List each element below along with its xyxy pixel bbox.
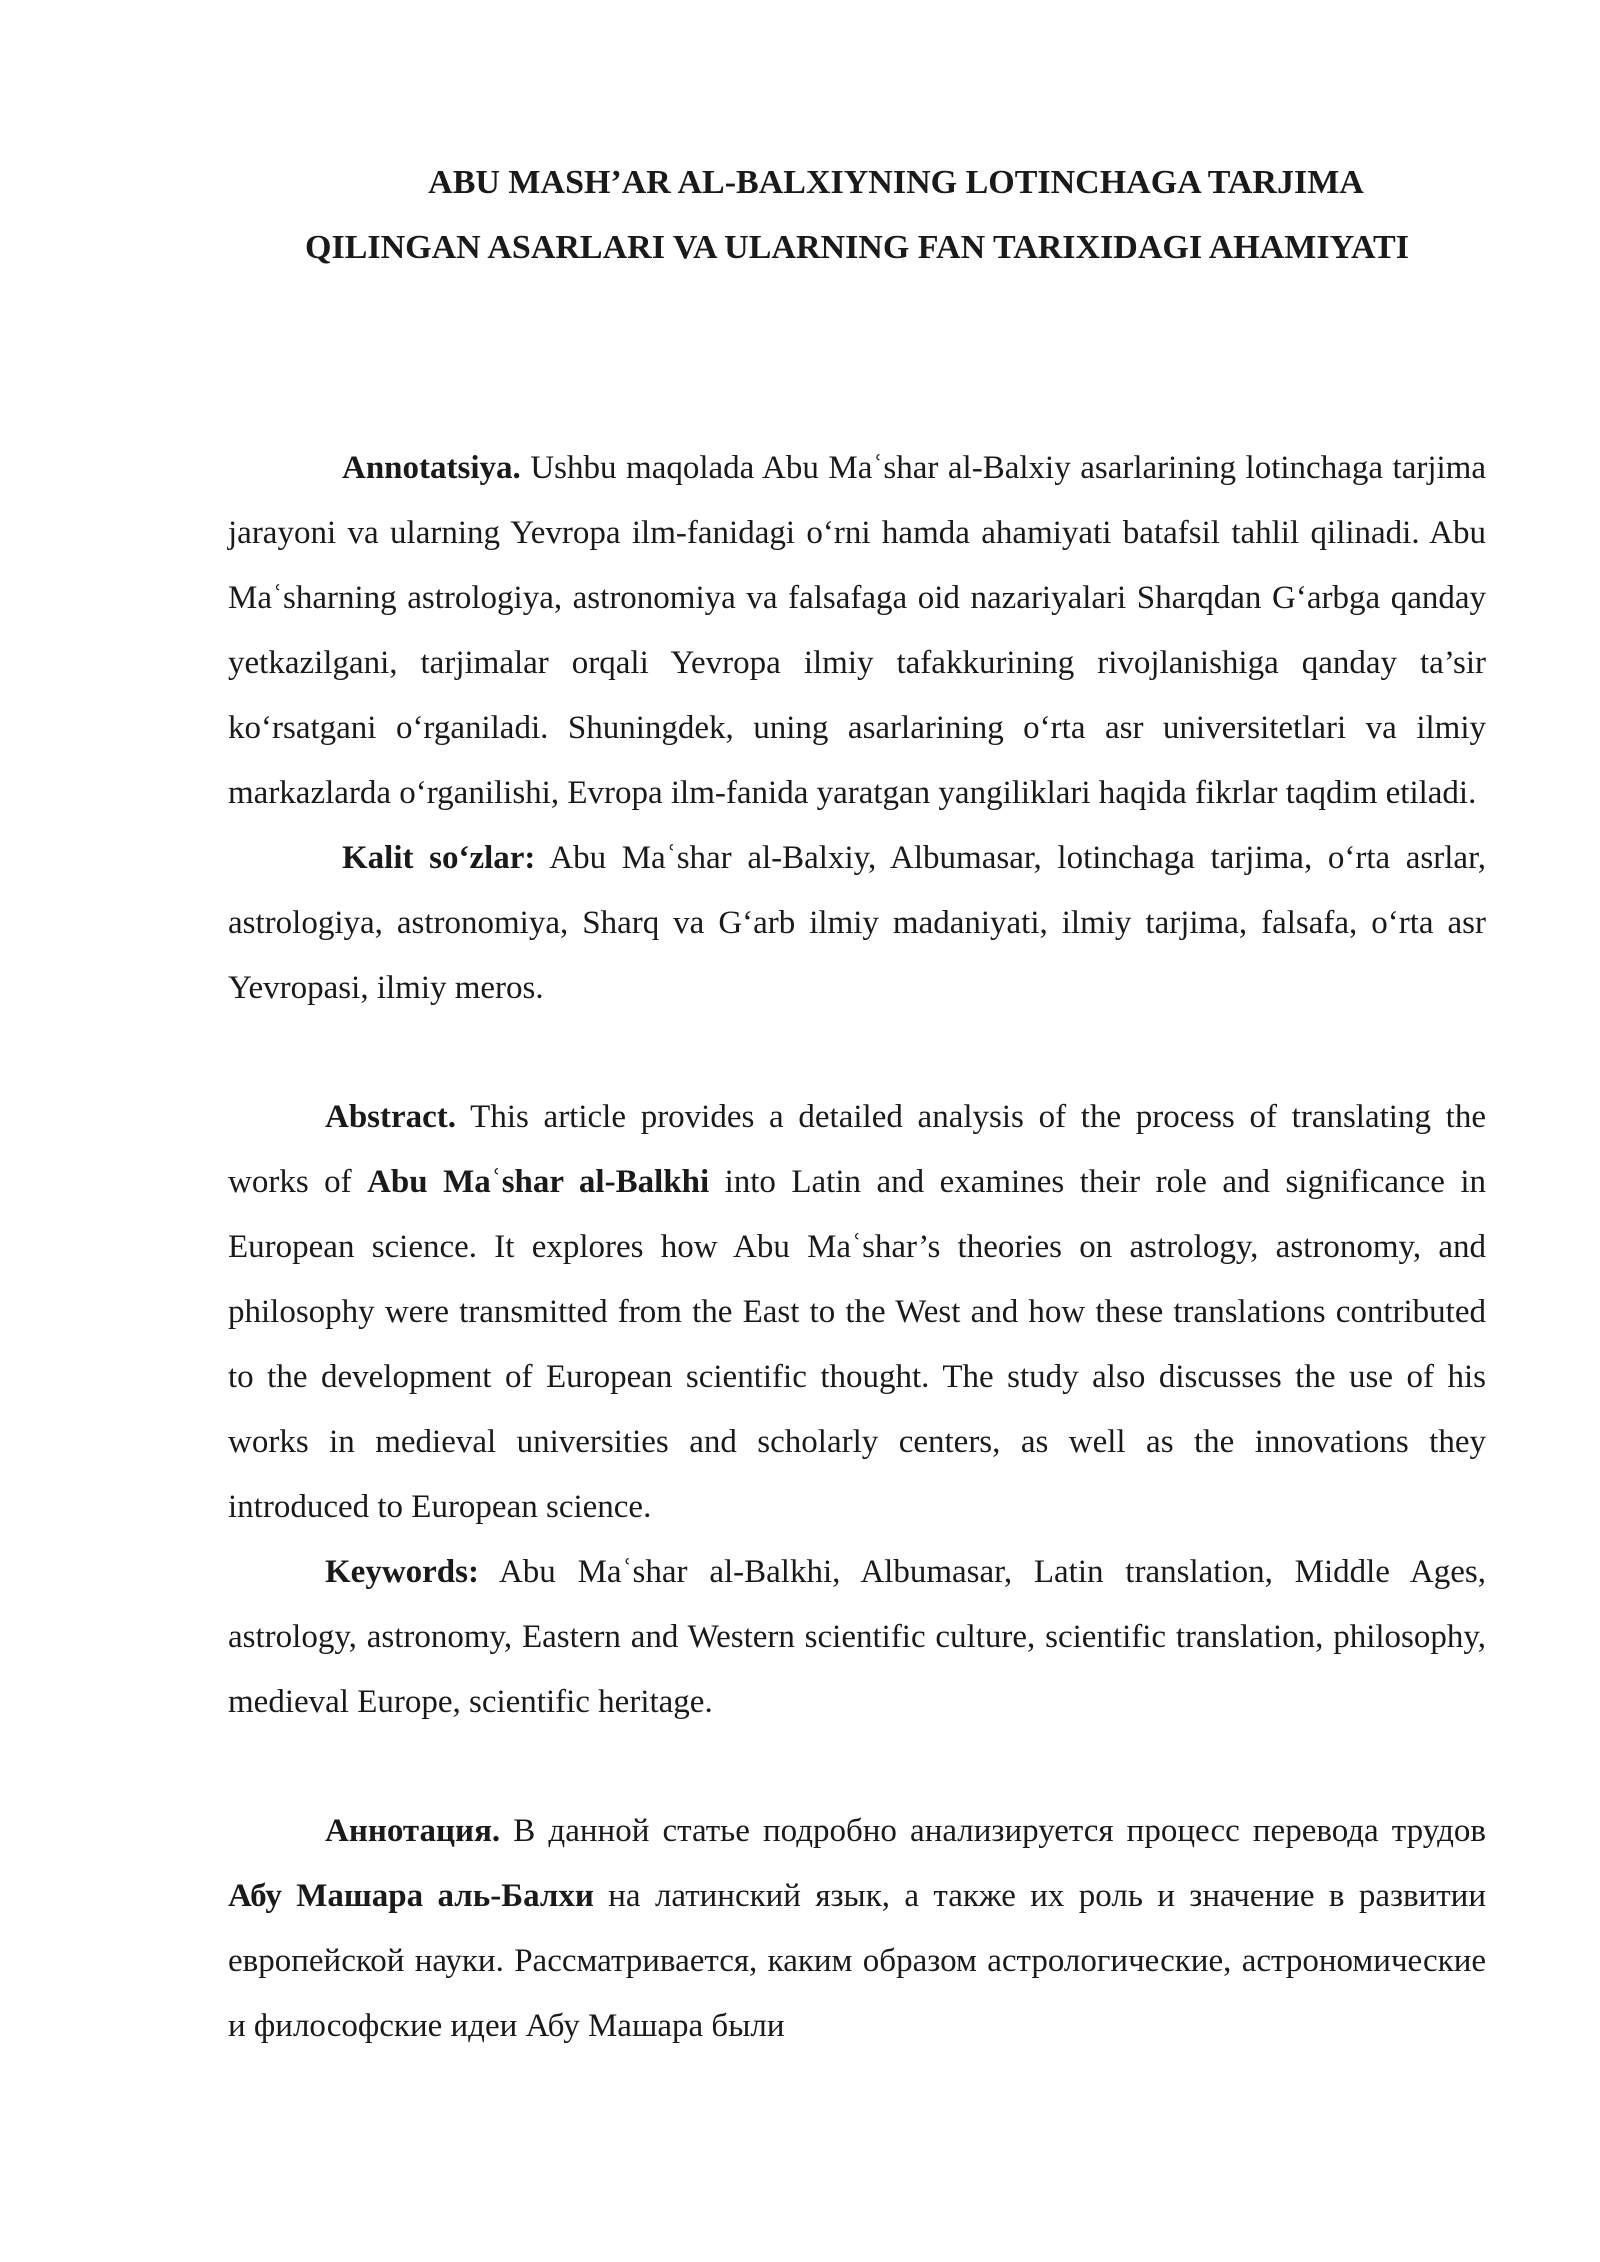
russian-annotation-text-part2: на латинский язык, а также их роль и значение в развитии европейской науки. Рассматривается, каким образом астрологические, астрономические и философские идеи Абу Машара были: [228, 1878, 1487, 2044]
english-abstract-text-part1: This article provides a detailed analysis of the process of translating the works of: [228, 1099, 1486, 1200]
uzbek-keywords-label: Kalit so‘zlar:: [342, 840, 536, 876]
english-abstract-paragraph: [228, 1085, 1486, 1540]
uzbek-annotation-label: Annotatsiya.: [342, 450, 521, 486]
document-page: [228, 150, 1486, 2059]
english-abstract-label: Abstract.: [325, 1099, 457, 1135]
russian-annotation-paragraph: [228, 1799, 1486, 2059]
english-keywords-text: Abu Maʿshar al-Balkhi, Albumasar, Latin translation, Middle Ages, astrology, astronomy, Eastern and Western scientific culture, scientific translation, philosophy, medieval Europe, scientific heritage.: [228, 1554, 1486, 1720]
title-line-1: ABU MASH’AR AL-BALXIYNING LOTINCHAGA TARJIMA: [428, 164, 1364, 201]
article-title: [228, 150, 1486, 280]
uzbek-annotation-text: Ushbu maqolada Abu Maʿshar al-Balxiy asarlarining lotinchaga tarjima jarayoni va ularning Yevropa ilm-fanidagi o‘rni hamda ahamiyati batafsil tahlil qilinadi. Abu Maʿsharning astrologiya, astronomiya va falsafaga oid nazariyalari Sharqdan G‘arbga qanday yetkazilgani, tarjimalar orqali Yevropa ilmiy tafakkurining rivojlanishiga qanday ta’sir ko‘rsatgani o‘rganiladi. Shuningdek, uning asarlarining o‘rta asr universitetlari va ilmiy markazlarda o‘rganilishi, Evropa ilm-fanida yaratgan yangiliklari haqida fikrlar taqdim etiladi.: [228, 450, 1486, 811]
uzbek-keywords-paragraph: [228, 826, 1486, 1021]
russian-annotation-author-name: Абу Машара аль-Балхи: [228, 1878, 594, 1914]
uzbek-annotation-paragraph: [228, 436, 1486, 826]
english-abstract-text-part2: into Latin and examines their role and significance in European science. It explores how Abu Maʿshar’s theories on astrology, astronomy, and philosophy were transmitted from the East to the West and how these translations contributed to the development of European scientific thought. The study also discusses the use of his works in medieval universities and scholarly centers, as well as the innovations they introduced to European science.: [228, 1164, 1486, 1525]
russian-annotation-label: Аннотация.: [325, 1813, 501, 1849]
english-keywords-label: Keywords:: [325, 1554, 479, 1590]
english-abstract-author-name: Abu Maʿshar al-Balkhi: [367, 1164, 710, 1200]
russian-annotation-text-part1: В данной статье подробно анализируется процесс перевода трудов: [500, 1813, 1486, 1849]
english-keywords-paragraph: [228, 1540, 1486, 1735]
title-line-2: QILINGAN ASARLARI VA ULARNING FAN TARIXIDAGI AHAMIYATI: [305, 229, 1409, 266]
uzbek-keywords-text: Abu Maʿshar al-Balxiy, Albumasar, lotinchaga tarjima, o‘rta asrlar, astrologiya, astronomiya, Sharq va G‘arb ilmiy madaniyati, ilmiy tarjima, falsafa, o‘rta asr Yevropasi, ilmiy meros.: [228, 840, 1486, 1006]
